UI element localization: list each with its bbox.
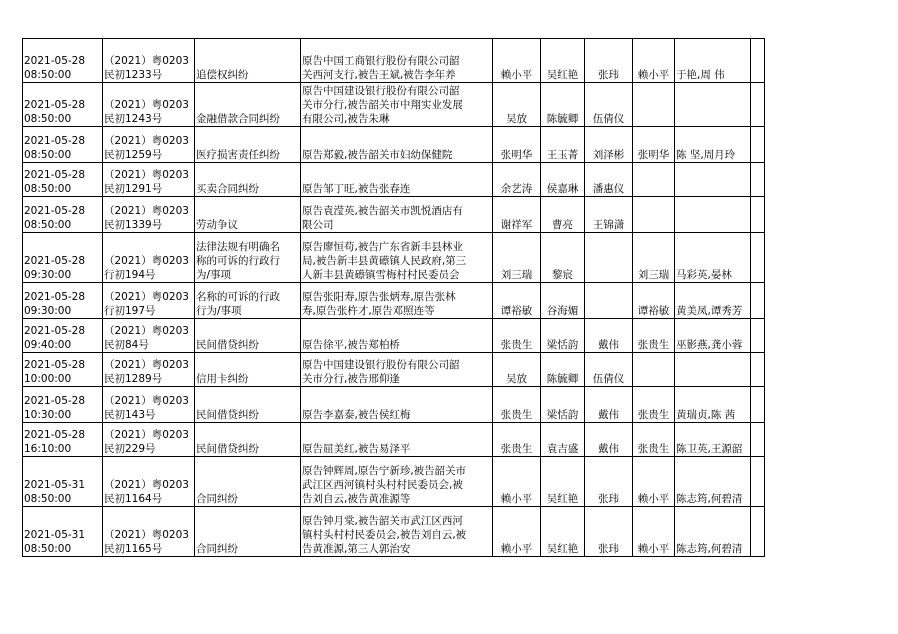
parties-cell: 原告钟辉周,原告宁新珍,被告韶关市 武江区西河镇村头村村民委员会,被 告刘自云,被告黄准源等 (301, 457, 493, 507)
table-row (23, 283, 765, 319)
hearing-time-cell: 2021-05-31 08:50:00 (23, 457, 103, 507)
jurors-cell: 马彩英,晏林 (675, 233, 751, 283)
chief-judge-cell: 赖小平 (633, 507, 675, 557)
table-row (23, 39, 765, 83)
hearing-time-cell: 2021-05-28 09:40:00 (23, 319, 103, 353)
jurors-cell: 陈志筠,何碧清 (675, 507, 751, 557)
parties-cell: 原告屈美红,被告易泽平 (301, 423, 493, 457)
parties-cell: 原告徐平,被告郑柏桥 (301, 319, 493, 353)
assistant-cell: 张玮 (585, 39, 633, 83)
case-number-cell: （2021）粤0203 民初1291号 (103, 163, 195, 197)
blank-cell (751, 457, 765, 507)
hearing-time-cell: 2021-05-28 08:50:00 (23, 83, 103, 127)
chief-judge-cell (633, 83, 675, 127)
case-number-cell: （2021）粤0203 民初1289号 (103, 353, 195, 387)
clerk-cell: 黎宸 (541, 233, 585, 283)
jurors-cell: 黄瑞贞,陈 茜 (675, 387, 751, 423)
table-row (23, 387, 765, 423)
case-number-cell: （2021）粤0203 民初1233号 (103, 39, 195, 83)
court-schedule-table (22, 38, 765, 557)
assistant-cell: 刘泽彬 (585, 127, 633, 163)
table-row (23, 233, 765, 283)
case-cause-cell: 合同纠纷 (195, 457, 301, 507)
presiding-judge-cell: 赖小平 (493, 507, 541, 557)
table-row (23, 353, 765, 387)
presiding-judge-cell: 吴放 (493, 83, 541, 127)
presiding-judge-cell: 张明华 (493, 127, 541, 163)
presiding-judge-cell: 赖小平 (493, 39, 541, 83)
hearing-time-cell: 2021-05-28 09:30:00 (23, 233, 103, 283)
case-cause-cell: 买卖合同纠纷 (195, 163, 301, 197)
blank-cell (751, 387, 765, 423)
hearing-time-cell: 2021-05-28 16:10:00 (23, 423, 103, 457)
hearing-time-cell: 2021-05-28 09:30:00 (23, 283, 103, 319)
chief-judge-cell: 赖小平 (633, 457, 675, 507)
case-cause-cell: 名称的可诉的行政 行为/事项 (195, 283, 301, 319)
blank-cell (751, 127, 765, 163)
clerk-cell: 袁吉盛 (541, 423, 585, 457)
case-number-cell: （2021）粤0203 民初84号 (103, 319, 195, 353)
case-cause-cell: 民间借贷纠纷 (195, 319, 301, 353)
case-number-cell: （2021）粤0203 行初194号 (103, 233, 195, 283)
case-cause-cell: 法律法规有明确名 称的可诉的行政行 为/事项 (195, 233, 301, 283)
chief-judge-cell (633, 197, 675, 233)
hearing-time-cell: 2021-05-28 10:30:00 (23, 387, 103, 423)
chief-judge-cell: 张贵生 (633, 319, 675, 353)
assistant-cell: 伍倩仪 (585, 83, 633, 127)
hearing-time-cell: 2021-05-28 08:50:00 (23, 39, 103, 83)
table-row (23, 163, 765, 197)
parties-cell: 原告袁滢英,被告韶关市凯悦酒店有 限公司 (301, 197, 493, 233)
jurors-cell: 巫影燕,龚小蓉 (675, 319, 751, 353)
case-number-cell: （2021）粤0203 民初1164号 (103, 457, 195, 507)
blank-cell (751, 283, 765, 319)
clerk-cell: 陈毓卿 (541, 83, 585, 127)
jurors-cell (675, 83, 751, 127)
jurors-cell: 陈 坚,周月玲 (675, 127, 751, 163)
case-number-cell: （2021）粤0203 民初143号 (103, 387, 195, 423)
assistant-cell: 戴伟 (585, 319, 633, 353)
case-number-cell: （2021）粤0203 民初1165号 (103, 507, 195, 557)
table-row (23, 127, 765, 163)
case-number-cell: （2021）粤0203 民初229号 (103, 423, 195, 457)
presiding-judge-cell: 谭裕敏 (493, 283, 541, 319)
presiding-judge-cell: 吴放 (493, 353, 541, 387)
case-number-cell: （2021）粤0203 民初1339号 (103, 197, 195, 233)
case-number-cell: （2021）粤0203 民初1243号 (103, 83, 195, 127)
case-cause-cell: 民间借贷纠纷 (195, 387, 301, 423)
clerk-cell: 侯嘉琳 (541, 163, 585, 197)
assistant-cell: 戴伟 (585, 423, 633, 457)
clerk-cell: 陈毓卿 (541, 353, 585, 387)
jurors-cell (675, 197, 751, 233)
jurors-cell: 陈卫英,王源韶 (675, 423, 751, 457)
parties-cell: 原告钟月棠,被告韶关市武江区西河 镇村头村村民委员会,被告刘自云,被 告黄准源,第三人郭治安 (301, 507, 493, 557)
chief-judge-cell: 刘三瑞 (633, 233, 675, 283)
jurors-cell (675, 353, 751, 387)
case-cause-cell: 信用卡纠纷 (195, 353, 301, 387)
assistant-cell: 戴伟 (585, 387, 633, 423)
presiding-judge-cell: 刘三瑞 (493, 233, 541, 283)
blank-cell (751, 163, 765, 197)
parties-cell: 原告邹丁旺,被告张春连 (301, 163, 493, 197)
assistant-cell (585, 283, 633, 319)
clerk-cell: 王玉菁 (541, 127, 585, 163)
jurors-cell: 黄美凤,谭秀芳 (675, 283, 751, 319)
hearing-time-cell: 2021-05-31 08:50:00 (23, 507, 103, 557)
table-body (23, 39, 765, 557)
case-cause-cell: 金融借款合同纠纷 (195, 83, 301, 127)
chief-judge-cell: 张明华 (633, 127, 675, 163)
clerk-cell: 谷海媚 (541, 283, 585, 319)
assistant-cell: 潘惠仪 (585, 163, 633, 197)
chief-judge-cell: 谭裕敏 (633, 283, 675, 319)
table-row (23, 457, 765, 507)
hearing-time-cell: 2021-05-28 10:00:00 (23, 353, 103, 387)
blank-cell (751, 233, 765, 283)
case-number-cell: （2021）粤0203 行初197号 (103, 283, 195, 319)
table-row (23, 507, 765, 557)
jurors-cell: 陈志筠,何碧清 (675, 457, 751, 507)
clerk-cell: 梁恬韵 (541, 319, 585, 353)
parties-cell: 原告中国建设银行股份有限公司韶 关市分行,被告韶关市中翔实业发展 有限公司,被告朱琳 (301, 83, 493, 127)
jurors-cell: 于艳,周 伟 (675, 39, 751, 83)
chief-judge-cell: 张贵生 (633, 387, 675, 423)
assistant-cell (585, 233, 633, 283)
clerk-cell: 曹亮 (541, 197, 585, 233)
blank-cell (751, 319, 765, 353)
parties-cell: 原告中国工商银行股份有限公司韶 关西河支行,被告王斌,被告李年养 (301, 39, 493, 83)
case-cause-cell: 劳动争议 (195, 197, 301, 233)
presiding-judge-cell: 张贵生 (493, 387, 541, 423)
assistant-cell: 张玮 (585, 507, 633, 557)
clerk-cell: 吴红艳 (541, 507, 585, 557)
chief-judge-cell: 张贵生 (633, 423, 675, 457)
parties-cell: 原告张阳寿,原告张炳寿,原告张林 寿,原告张杵才,原告邓照连等 (301, 283, 493, 319)
case-cause-cell: 追偿权纠纷 (195, 39, 301, 83)
presiding-judge-cell: 谢祥军 (493, 197, 541, 233)
table-row (23, 197, 765, 233)
presiding-judge-cell: 余艺涛 (493, 163, 541, 197)
assistant-cell: 伍倩仪 (585, 353, 633, 387)
jurors-cell (675, 163, 751, 197)
clerk-cell: 吴红艳 (541, 39, 585, 83)
parties-cell: 原告中国建设银行股份有限公司韶 关市分行,被告邢仰逢 (301, 353, 493, 387)
blank-cell (751, 423, 765, 457)
parties-cell: 原告廖恒苟,被告广东省新丰县林业 局,被告新丰县黄礤镇人民政府,第三 人新丰县黄礤镇雪梅村村民委员会 (301, 233, 493, 283)
clerk-cell: 吴红艳 (541, 457, 585, 507)
chief-judge-cell: 赖小平 (633, 39, 675, 83)
hearing-time-cell: 2021-05-28 08:50:00 (23, 163, 103, 197)
assistant-cell: 王锦潇 (585, 197, 633, 233)
hearing-time-cell: 2021-05-28 08:50:00 (23, 127, 103, 163)
clerk-cell: 梁恬韵 (541, 387, 585, 423)
case-cause-cell: 合同纠纷 (195, 507, 301, 557)
table-row (23, 319, 765, 353)
blank-cell (751, 507, 765, 557)
parties-cell: 原告郑毅,被告韶关市妇幼保健院 (301, 127, 493, 163)
blank-cell (751, 197, 765, 233)
blank-cell (751, 353, 765, 387)
assistant-cell: 张玮 (585, 457, 633, 507)
presiding-judge-cell: 赖小平 (493, 457, 541, 507)
table-row (23, 83, 765, 127)
case-cause-cell: 民间借贷纠纷 (195, 423, 301, 457)
parties-cell: 原告李嘉泰,被告侯红梅 (301, 387, 493, 423)
hearing-time-cell: 2021-05-28 08:50:00 (23, 197, 103, 233)
blank-cell (751, 83, 765, 127)
case-number-cell: （2021）粤0203 民初1259号 (103, 127, 195, 163)
case-cause-cell: 医疗损害责任纠纷 (195, 127, 301, 163)
presiding-judge-cell: 张贵生 (493, 423, 541, 457)
presiding-judge-cell: 张贵生 (493, 319, 541, 353)
chief-judge-cell (633, 353, 675, 387)
blank-cell (751, 39, 765, 83)
chief-judge-cell (633, 163, 675, 197)
table-row (23, 423, 765, 457)
